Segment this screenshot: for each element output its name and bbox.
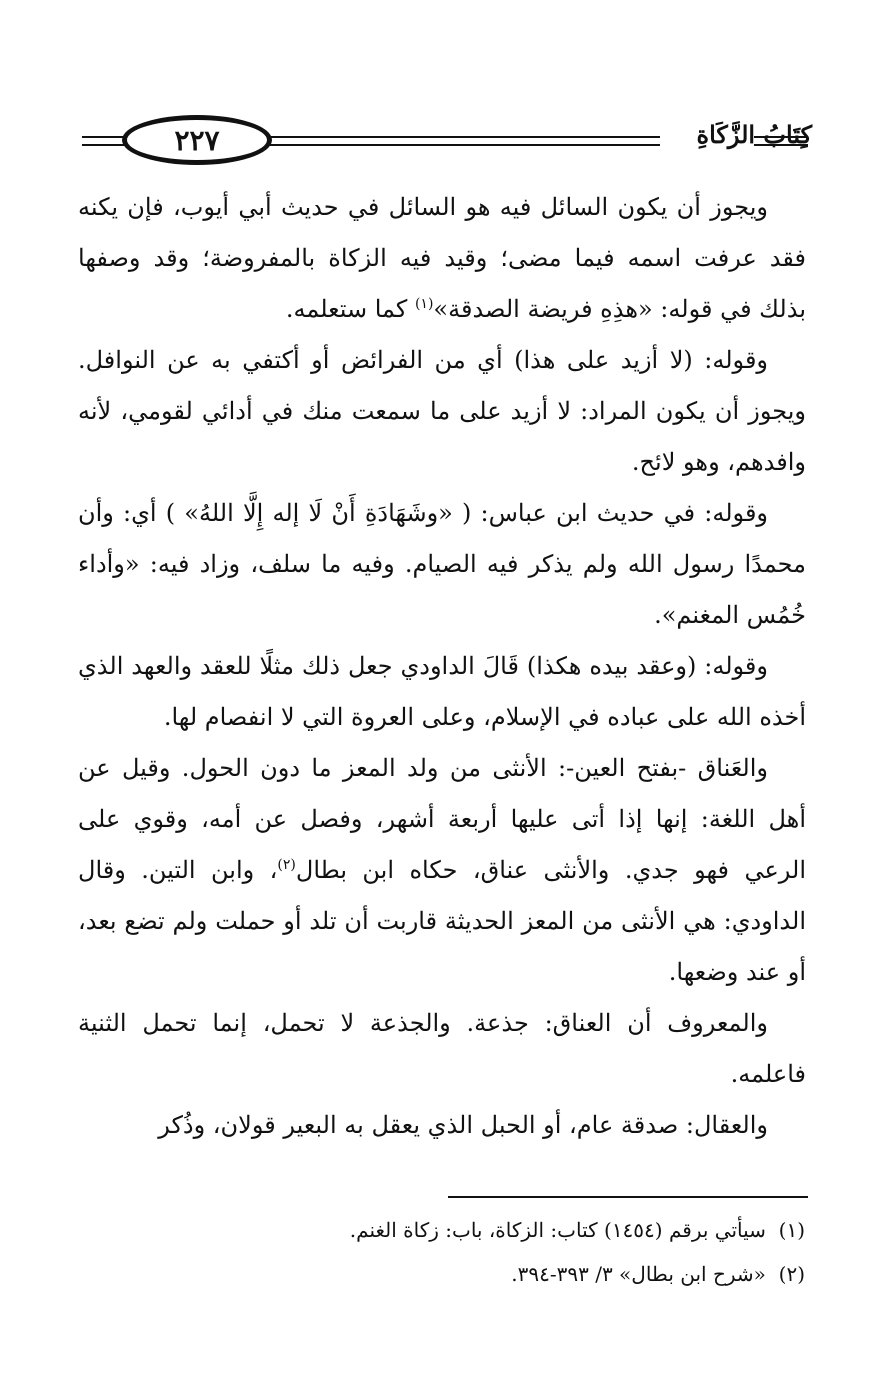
- footnote-text: سيأتي برقم (١٤٥٤) كتاب: الزكاة، باب: زكاة الغنم.: [349, 1218, 766, 1242]
- paragraph: وقوله: (وعقد بيده هكذا) قَالَ الداودي جعل ذلك مثلًا للعقد والعهد الذي أخذه الله على عباده في الإسلام، وعلى العروة التي لا انفصام لها.: [78, 652, 806, 731]
- paragraph: وقوله: (لا أزيد على هذا) أي من الفرائض أو أكتفي به عن النوافل. ويجوز أن يكون المراد: لا أزيد على ما سمعت منك في أدائي لقومي، لأنه وافدهم، وهو لائح.: [78, 346, 806, 476]
- header-rule-left: [82, 136, 126, 138]
- paragraph: وقوله: في حديث ابن عباس: ( «وشَهَادَةِ أَنْ لَا إله إِلَّا اللهُ» ) أي: وأن محمدًا رسول الله ولم يذكر فيه الصيام. وفيه ما سلف، وزاد فيه: «وأداء خُمُس المغنم».: [78, 499, 806, 629]
- footnote-separator: [448, 1196, 808, 1198]
- footnote-number: (٢): [778, 1262, 805, 1286]
- page-header: [82, 112, 812, 168]
- paragraph-text: كما ستعلمه.: [285, 295, 415, 323]
- book-title: كِتَابُ الزَّكَاةِ: [696, 120, 812, 149]
- paragraph: والعقال: صدقة عام، أو الحبل الذي يعقل به البعير قولان، وذُكر: [158, 1111, 768, 1139]
- paragraph: [78, 743, 806, 998]
- footnote-text: «شرح ابن بطال» ٣/ ٣٩٣-٣٩٤.: [511, 1262, 766, 1286]
- footnote: [300, 1208, 805, 1252]
- page-number-frame: [122, 115, 272, 165]
- footnote: [300, 1252, 805, 1296]
- footnotes: [300, 1208, 805, 1296]
- paragraph: والمعروف أن العناق: جذعة. والجذعة لا تحمل، إنما تحمل الثنية فاعلمه.: [78, 1009, 806, 1088]
- footnote-ref: (١): [414, 296, 434, 312]
- header-rule-middle: [268, 136, 660, 138]
- main-text: [78, 182, 806, 1151]
- paragraph-text: والعَناق -بفتح العين-: الأنثى من ولد المعز ما دون الحول. وقيل عن أهل اللغة: إنها إذا أتى عليها أربعة أشهر، وفصل عن أمه، وقوي على الرعي فهو جدي. والأنثى عناق، حكاه ابن بطال: [78, 754, 806, 884]
- header-rule-middle: [268, 144, 660, 146]
- paragraph: [78, 182, 806, 335]
- header-rule-left: [82, 144, 126, 146]
- footnote-number: (١): [778, 1218, 805, 1242]
- paragraph-text: ويجوز أن يكون السائل فيه هو السائل في حديث أبي أيوب، فإن يكنه فقد عرفت اسمه فيما مضى؛ وقيد فيه الزكاة بالمفروضة؛ وقد وصفها بذلك في قوله: «هذِهِ فريضة الصدقة»: [78, 193, 806, 323]
- page-number: ٢٢٧: [174, 123, 220, 157]
- footnote-ref: (٢): [277, 857, 296, 873]
- paragraph-text: ، وابن التين. وقال الداودي: هي الأنثى من المعز الحديثة قاربت أن تلد أو حملت ولم تضع بعد، أو عند وضعها.: [78, 856, 806, 986]
